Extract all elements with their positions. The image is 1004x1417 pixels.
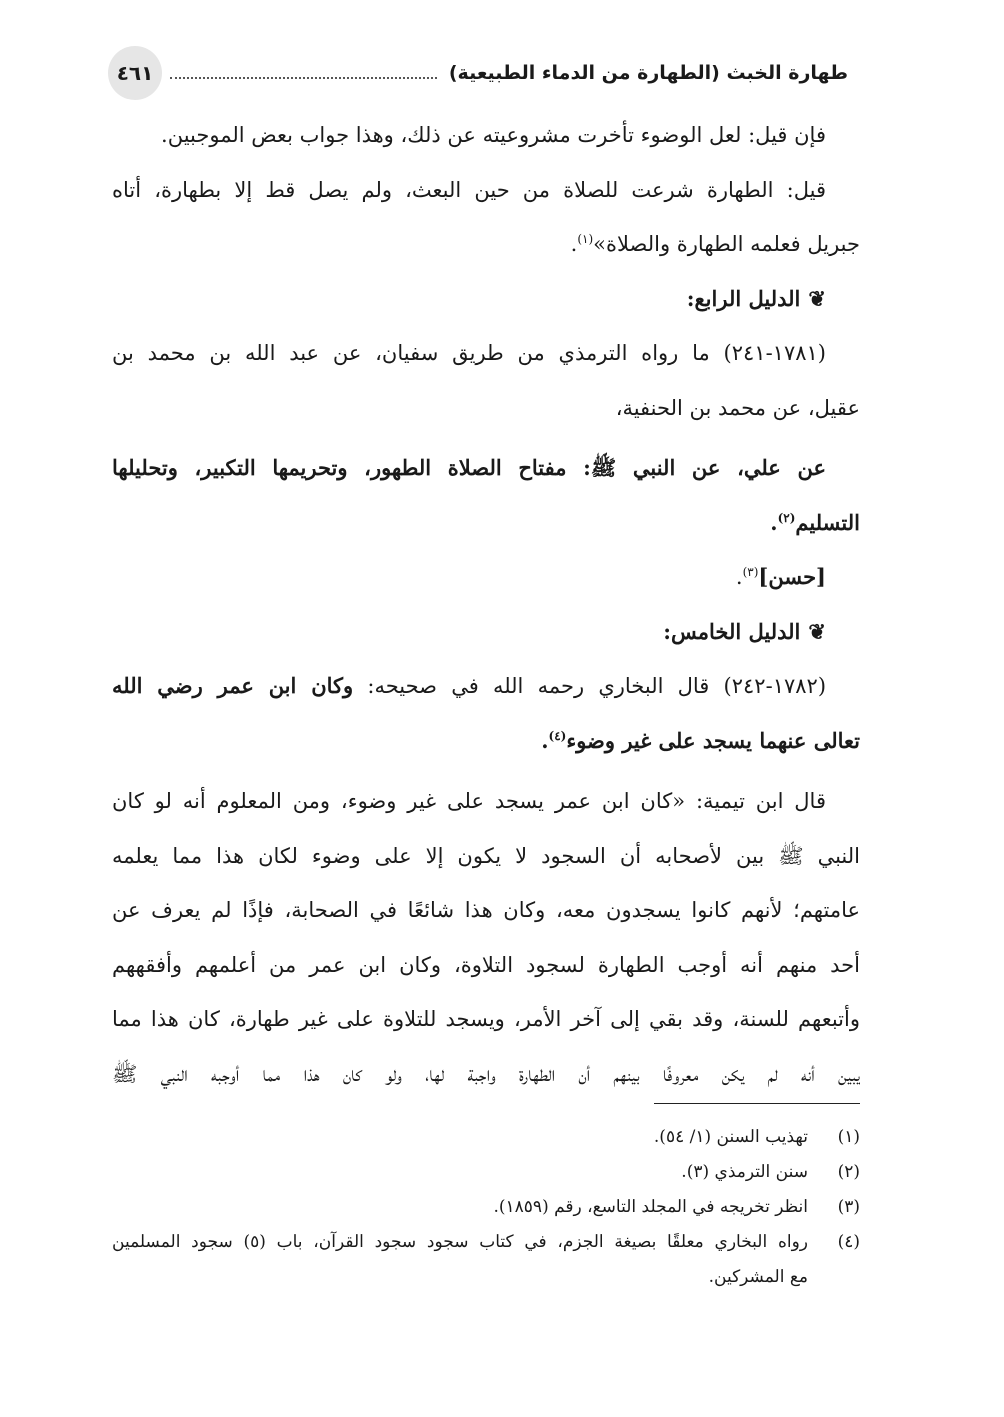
footnotes xyxy=(112,1120,860,1295)
page-header xyxy=(108,44,848,102)
footnote-text: مع المشركين. xyxy=(708,1267,808,1287)
hadith-text-line: التسليم$^{(٢)}$. xyxy=(770,509,860,535)
footnote-continuation xyxy=(112,1260,860,1295)
text-line: (١٧٨٢-٢٤٢) قال البخاري رحمه الله في صحيحه: وكان ابن عمر رضي الله xyxy=(112,673,827,698)
text-line: (١٧٨١-٢٤١) ما رواه الترمذي من طريق سفيان، عن عبد الله بن محمد بن xyxy=(112,341,826,365)
text-line: يبين أنه لم يكن معروفًا بينهم أن الطهارة واجبة لها، ولو كان هذا مما أوجبه النبي ﷺ xyxy=(112,1061,860,1086)
section-heading-4: ❦الدليل الرابع: xyxy=(686,285,826,311)
footnote-ref[interactable]: (١) xyxy=(577,232,594,246)
text-line: عامتهم؛ لأنهم كانوا يسجدون معه، وكان هذا شائعًا في الصحابة، فإذًا لم يعرف عن xyxy=(112,898,860,922)
footnote-ref[interactable]: (٢) xyxy=(777,510,796,525)
footnote-number: (٣) xyxy=(837,1197,860,1217)
text-line: تعالى عنهما يسجد على غير وضوء$^{(٤)}$. xyxy=(541,727,860,753)
main-text xyxy=(112,108,860,1101)
text-line: قال ابن تيمية: «كان ابن عمر يسجد على غير وضوء، ومن المعلوم أنه لو كان xyxy=(112,789,826,813)
text-line: أحد منهم أنه أوجب الطهارة لسجود التلاوة، وكان ابن عمر من أعلمهم وأفقههم xyxy=(112,952,860,977)
text-line: جبريل فعلمه الطهارة والصلاة»$^{(١)}$. xyxy=(570,232,860,256)
page-number-badge: ٤٦١ xyxy=(108,46,162,100)
text-line: وأتبعهم للسنة، وقد بقي إلى آخر الأمر، ويسجد للتلاوة على غير طهارة، كان هذا مما xyxy=(112,1007,860,1031)
text-line: فإن قيل: لعل الوضوء تأخرت مشروعيته عن ذلك، وهذا جواب بعض الموجبين. xyxy=(161,123,826,147)
text-line: قيل: الطهارة شرعت للصلاة من حين البعث، ولم يصل قط إلا بطهارة، أتاه xyxy=(112,177,826,202)
section-heading-5: ❦الدليل الخامس: xyxy=(663,618,826,644)
footnote xyxy=(112,1190,860,1225)
footnote xyxy=(112,1225,860,1260)
text-line: عقيل، عن محمد بن الحنفية، xyxy=(615,395,860,420)
header-dotted-leader xyxy=(170,77,437,79)
leaf-icon: ❦ xyxy=(808,618,826,644)
footnote-ref[interactable]: (٤) xyxy=(548,728,567,743)
grading-line: [حسن]$^{(٣)}$. xyxy=(735,564,826,589)
footnote-text: تهذيب السنن (١/ ٥٤). xyxy=(653,1127,808,1147)
footnote-number: (٢) xyxy=(837,1162,860,1182)
footnote xyxy=(112,1120,860,1155)
running-title: طهارة الخبث (الطهارة من الدماء الطبيعية) xyxy=(448,62,848,84)
footnote-number: (١) xyxy=(837,1127,860,1147)
leaf-icon: ❦ xyxy=(808,285,826,311)
footnote-text: سنن الترمذي (٣). xyxy=(681,1162,808,1182)
footnote-text: رواه البخاري معلقًا بصيغة الجزم، في كتاب سجود سجود القرآن، باب (٥) سجود المسلمين xyxy=(112,1232,809,1252)
footnote-ref[interactable]: (٣) xyxy=(742,565,759,579)
hadith-text-line: عن علي، عن النبي ﷺ: مفتاح الصلاة الطهور، وتحريمها التكبير، وتحليلها xyxy=(112,455,826,480)
footnote-number: (٤) xyxy=(837,1232,860,1252)
text-line: النبي ﷺ بين لأصحابه أن السجود لا يكون إلا على وضوء لكان هذا مما يعلمه xyxy=(112,843,860,868)
footnote-text: انظر تخريجه في المجلد التاسع، رقم (١٨٥٩). xyxy=(493,1197,808,1217)
footnote-separator xyxy=(654,1103,860,1104)
footnote xyxy=(112,1155,860,1190)
